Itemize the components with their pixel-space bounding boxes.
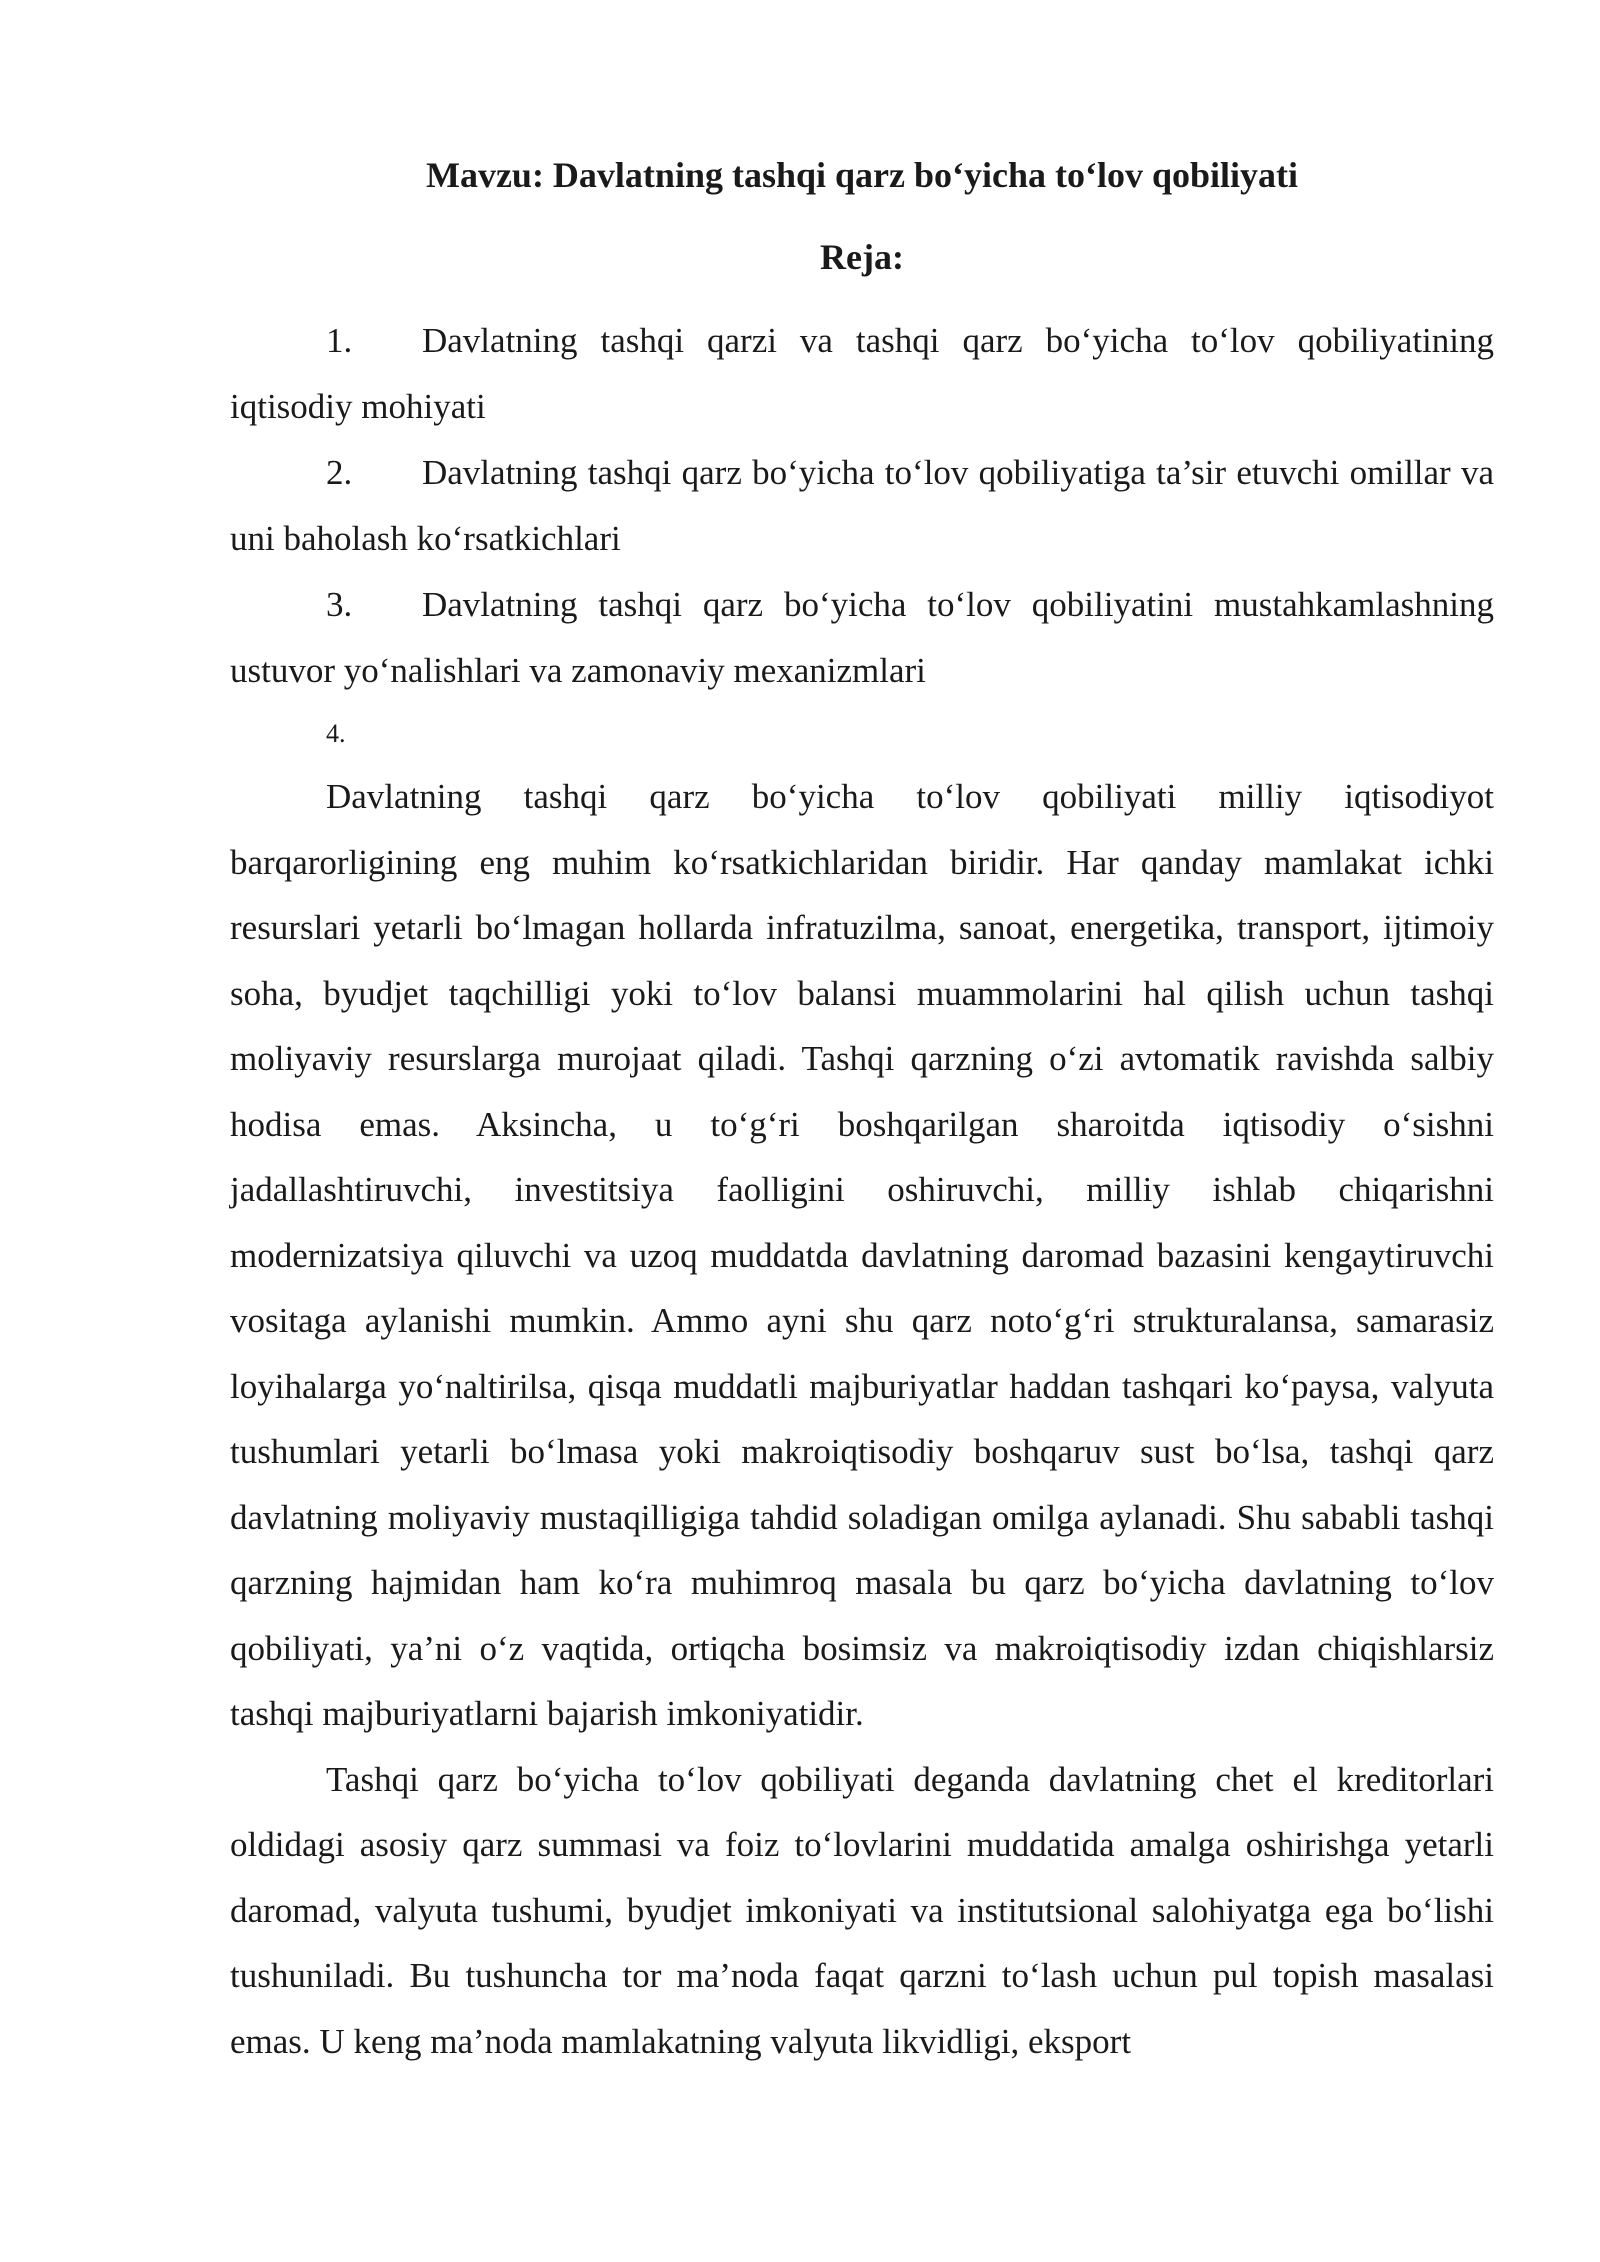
plan-item-3 [230,572,1494,704]
plan-item-number: 4. [326,719,346,748]
plan-item-1 [230,308,1494,440]
plan-item-2 [230,440,1494,572]
plan-item-text: Davlatning tashqi qarz bo‘yicha to‘lov qobiliyatiga ta’sir etuvchi omillar va uni baholash ko‘rsatkichlari [230,453,1494,558]
body-paragraph-2: Tashqi qarz bo‘yicha to‘lov qobiliyati deganda davlatning chet el kreditorlari oldidagi asosiy qarz summasi va foiz to‘lovlarini muddatida amalga oshirishga yetarli daromad, valyuta tushumi, byudjet imkoniyati va institutsional salohiyatga ega bo‘lishi tushuniladi. Bu tushuncha tor ma’noda faqat qarzni to‘lash uchun pul topish masalasi emas. U keng ma’noda mamlakatning valyuta likvidligi, eksport [230,1759,1494,2061]
plan-item-number: 1. [326,321,353,360]
plan-item-text: Davlatning tashqi qarz bo‘yicha to‘lov qobiliyatini mustahkamlashning ustuvor yo‘nalishlari va zamonaviy mexanizmlari [230,585,1494,690]
document-body [230,148,1494,2074]
plan-item-text: Davlatning tashqi qarzi va tashqi qarz bo‘yicha to‘lov qobiliyatining iqtisodiy mohiyati [230,321,1494,426]
document-title: Mavzu: Davlatning tashqi qarz bo‘yicha to‘lov qobiliyati [425,155,1299,195]
body-paragraph-1: Davlatning tashqi qarz bo‘yicha to‘lov qobiliyati milliy iqtisodiyot barqarorligining eng muhim ko‘rsatkichlaridan biridir. Har qanday mamlakat ichki resurslari yetarli bo‘lmagan hollarda infratuzilma, sanoat, energetika, transport, ijtimoiy soha, byudjet taqchilligi yoki to‘lov balansi muammolarini hal qilish uchun tashqi moliyaviy resurslarga murojaat qiladi. Tashqi qarzning o‘zi avtomatik ravishda salbiy hodisa emas. Aksincha, u to‘g‘ri boshqarilgan sharoitda iqtisodiy o‘sishni jadallashtiruvchi, investitsiya faolligini oshiruvchi, milliy ishlab chiqarishni modernizatsiya qiluvchi va uzoq muddatda davlatning daromad bazasini kengaytiruvchi vositaga aylanishi mumkin. Ammo ayni shu qarz noto‘g‘ri strukturalansa, samarasiz loyihalarga yo‘naltirilsa, qisqa muddatli majburiyatlar haddan tashqari ko‘paysa, valyuta tushumlari yetarli bo‘lmasa yoki makroiqtisodiy boshqaruv sust bo‘lsa, tashqi qarz davlatning moliyaviy mustaqilligiga tahdid soladigan omilga aylanadi. Shu sababli tashqi qarzning hajmidan ham ko‘ra muhimroq masala bu qarz bo‘yicha davlatning to‘lov qobiliyati, ya’ni o‘z vaqtida, ortiqcha bosimsiz va makroiqtisodiy izdan chiqishlarsiz tashqi majburiyatlarni bajarish imkoniyatidir. [230,777,1494,1733]
plan-item-number: 3. [326,585,353,624]
plan-heading: Reja: [820,237,904,277]
plan-list [230,308,1494,764]
plan-item-4 [230,704,1494,764]
plan-item-number: 2. [326,453,353,492]
